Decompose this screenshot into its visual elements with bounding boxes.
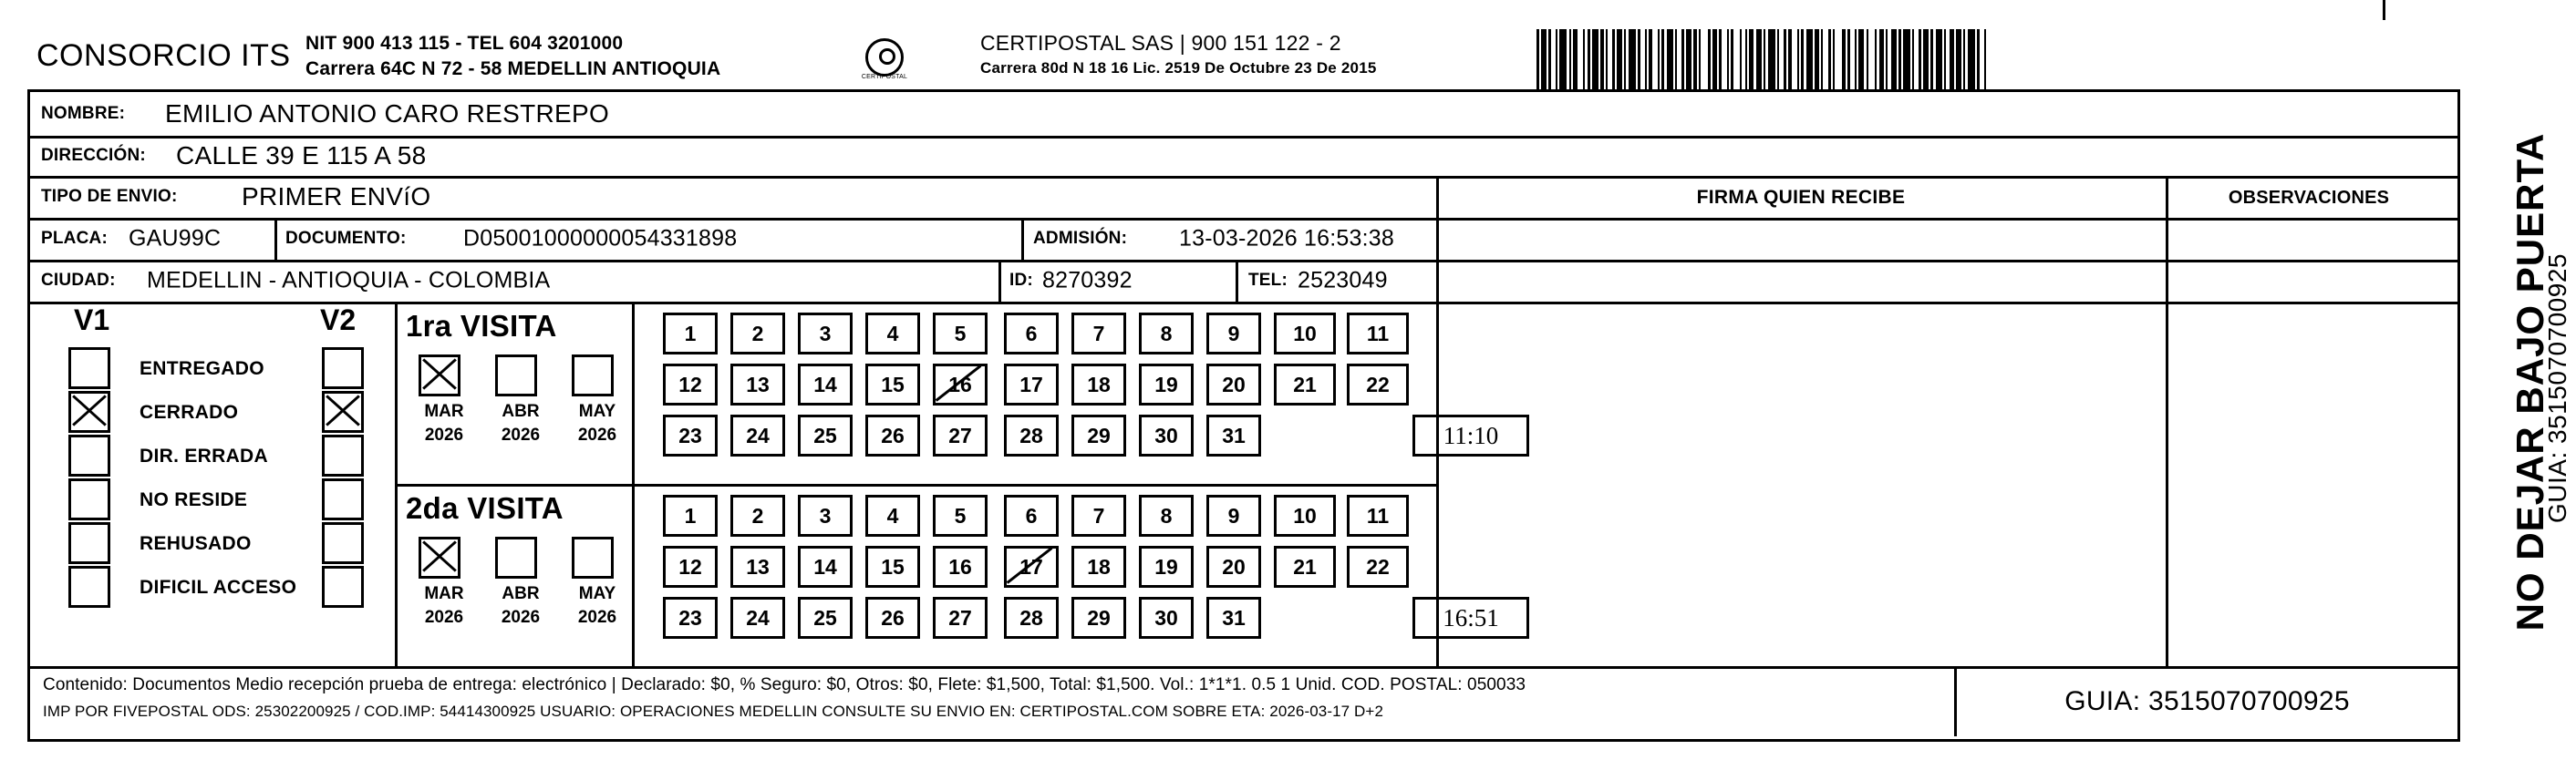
day-box-17[interactable]: 17 xyxy=(1004,546,1059,588)
status-option-label: NO RESIDE xyxy=(140,489,248,510)
visit-time[interactable]: 11:10 xyxy=(1412,415,1529,457)
visits-column xyxy=(395,302,1499,666)
day-box-10[interactable]: 10 xyxy=(1274,495,1336,537)
day-box-18[interactable]: 18 xyxy=(1071,546,1126,588)
visit-grid-area xyxy=(30,302,2457,666)
row-ciudad xyxy=(30,260,2457,304)
direccion-value: CALLE 39 E 115 A 58 xyxy=(176,141,427,169)
row-direccion xyxy=(30,136,2457,179)
side-notice-text: NO DEJAR BAJO PUERTA xyxy=(2509,132,2551,632)
day-box-20[interactable]: 20 xyxy=(1206,546,1261,588)
day-box-4[interactable]: 4 xyxy=(865,495,920,537)
day-box-3[interactable]: 3 xyxy=(798,495,853,537)
nombre-label: NOMBRE: xyxy=(41,104,126,123)
visit-title: 2da VISITA xyxy=(406,491,564,525)
operator-name: CERTIPOSTAL SAS | 900 151 122 - 2 xyxy=(980,31,1341,55)
day-box-15[interactable]: 15 xyxy=(865,364,920,406)
divider xyxy=(2166,260,2168,302)
ciudad-value: MEDELLIN - ANTIOQUIA - COLOMBIA xyxy=(147,267,551,293)
v2-checkbox-0[interactable] xyxy=(322,347,364,389)
day-box-9[interactable]: 9 xyxy=(1206,313,1261,354)
status-option-label: DIR. ERRADA xyxy=(140,446,268,467)
divider xyxy=(1021,218,1024,260)
footer-line-2: IMP POR FIVEPOSTAL ODS: 25302200925 / COD.IMP: 54414300925 USUARIO: OPERACIONES MEDELLIN CONSULTE SU ENVIO EN: CERTIPOSTAL.COM SOBRE ETA: 2026-03-17 D+2 xyxy=(43,703,1384,720)
row-placa-documento xyxy=(30,218,2457,262)
direccion-label: DIRECCIÓN: xyxy=(41,146,146,165)
guia-number: GUIA: 3515070700925 xyxy=(2064,685,2350,716)
month-label: MAR xyxy=(424,402,464,421)
month-year: 2026 xyxy=(577,608,617,627)
day-box-4[interactable]: 4 xyxy=(865,313,920,354)
observations-area[interactable] xyxy=(2166,302,2457,666)
day-box-12[interactable]: 12 xyxy=(663,546,718,588)
row-nombre xyxy=(30,92,2457,139)
day-box-30[interactable]: 30 xyxy=(1139,597,1194,639)
day-box-5[interactable]: 5 xyxy=(933,313,988,354)
status-option-label: CERRADO xyxy=(140,402,239,423)
day-box-18[interactable]: 18 xyxy=(1071,364,1126,406)
month-checkbox-may[interactable] xyxy=(572,354,614,396)
v1-checkbox-3[interactable] xyxy=(68,478,110,520)
signature-area[interactable] xyxy=(1436,302,2166,666)
guia-box xyxy=(1954,666,2457,736)
v2-checkbox-2[interactable] xyxy=(322,435,364,477)
day-box-31[interactable]: 31 xyxy=(1206,415,1261,457)
day-box-23[interactable]: 23 xyxy=(663,597,718,639)
day-box-19[interactable]: 19 xyxy=(1139,546,1194,588)
divider xyxy=(274,218,277,260)
day-box-22[interactable]: 22 xyxy=(1347,546,1409,588)
v2-checkbox-5[interactable] xyxy=(322,566,364,608)
day-box-17[interactable]: 17 xyxy=(1004,364,1059,406)
v1-checkbox-2[interactable] xyxy=(68,435,110,477)
day-box-3[interactable]: 3 xyxy=(798,313,853,354)
day-box-27[interactable]: 27 xyxy=(933,597,988,639)
day-box-1[interactable]: 1 xyxy=(663,495,718,537)
admision-label: ADMISIÓN: xyxy=(1033,229,1128,248)
day-box-5[interactable]: 5 xyxy=(933,495,988,537)
day-box-6[interactable]: 6 xyxy=(1004,495,1059,537)
v2-checkbox-3[interactable] xyxy=(322,478,364,520)
day-box-22[interactable]: 22 xyxy=(1347,364,1409,406)
month-label: ABR xyxy=(502,402,540,421)
logo-caption: CERTIPOSTAL xyxy=(861,74,908,80)
month-year: 2026 xyxy=(501,426,541,445)
day-box-2[interactable]: 2 xyxy=(730,313,785,354)
delivery-status-column xyxy=(30,302,395,666)
v2-checkbox-4[interactable] xyxy=(322,522,364,564)
placa-label: PLACA: xyxy=(41,229,108,248)
status-option-label: REHUSADO xyxy=(140,533,252,554)
tel-value: 2523049 xyxy=(1298,267,1388,293)
day-box-11[interactable]: 11 xyxy=(1347,313,1409,354)
day-box-7[interactable]: 7 xyxy=(1071,313,1126,354)
v1-header: V1 xyxy=(74,303,110,336)
day-box-8[interactable]: 8 xyxy=(1139,495,1194,537)
v1-checkbox-1[interactable] xyxy=(68,391,110,433)
company-name: CONSORCIO ITS xyxy=(36,38,291,73)
divider xyxy=(1236,260,1238,302)
month-year: 2026 xyxy=(501,608,541,627)
day-box-14[interactable]: 14 xyxy=(798,364,853,406)
month-checkbox-mar[interactable] xyxy=(419,354,460,396)
day-box-21[interactable]: 21 xyxy=(1274,546,1336,588)
day-box-25[interactable]: 25 xyxy=(798,597,853,639)
admision-value: 13-03-2026 16:53:38 xyxy=(1179,225,1394,252)
day-box-26[interactable]: 26 xyxy=(865,597,920,639)
day-box-24[interactable]: 24 xyxy=(730,597,785,639)
day-box-29[interactable]: 29 xyxy=(1071,415,1126,457)
tel-label: TEL: xyxy=(1248,271,1288,290)
document-header xyxy=(27,18,2494,82)
day-box-31[interactable]: 31 xyxy=(1206,597,1261,639)
footer xyxy=(30,666,2457,736)
day-box-20[interactable]: 20 xyxy=(1206,364,1261,406)
day-box-24[interactable]: 24 xyxy=(730,415,785,457)
v2-checkbox-1[interactable] xyxy=(322,391,364,433)
status-option-label: DIFICIL ACCESO xyxy=(140,577,297,598)
day-box-12[interactable]: 12 xyxy=(663,364,718,406)
id-label: ID: xyxy=(1009,271,1033,290)
day-box-16[interactable]: 16 xyxy=(933,364,988,406)
day-box-26[interactable]: 26 xyxy=(865,415,920,457)
visit-time[interactable]: 16:51 xyxy=(1412,597,1529,639)
day-box-16[interactable]: 16 xyxy=(933,546,988,588)
side-guia-text: GUIA: 3515070700925 xyxy=(2543,253,2571,523)
divider xyxy=(2166,218,2168,260)
day-box-19[interactable]: 19 xyxy=(1139,364,1194,406)
v1-checkbox-0[interactable] xyxy=(68,347,110,389)
barcode xyxy=(1536,29,2448,89)
day-box-29[interactable]: 29 xyxy=(1071,597,1126,639)
ciudad-label: CIUDAD: xyxy=(41,271,116,290)
day-box-14[interactable]: 14 xyxy=(798,546,853,588)
month-year: 2026 xyxy=(577,426,617,445)
documento-value: D05001000000054331898 xyxy=(463,225,738,252)
day-box-1[interactable]: 1 xyxy=(663,313,718,354)
month-label: MAR xyxy=(424,584,464,603)
day-box-6[interactable]: 6 xyxy=(1004,313,1059,354)
row-tipo-envio xyxy=(30,176,2457,221)
tipo-envio-label: TIPO DE ENVIO: xyxy=(41,187,178,206)
day-box-13[interactable]: 13 xyxy=(730,364,785,406)
side-notice xyxy=(2457,100,2571,702)
month-label: ABR xyxy=(502,584,540,603)
month-checkbox-abr[interactable] xyxy=(495,537,537,579)
day-box-10[interactable]: 10 xyxy=(1274,313,1336,354)
company-address: Carrera 64C N 72 - 58 MEDELLIN ANTIOQUIA xyxy=(305,58,721,79)
certipostal-logo-icon xyxy=(853,36,916,84)
day-box-2[interactable]: 2 xyxy=(730,495,785,537)
day-box-23[interactable]: 23 xyxy=(663,415,718,457)
day-box-21[interactable]: 21 xyxy=(1274,364,1336,406)
label-body xyxy=(27,89,2460,742)
operator-address: Carrera 80d N 18 16 Lic. 2519 De Octubre 23 De 2015 xyxy=(980,59,1377,77)
observaciones-header: OBSERVACIONES xyxy=(2228,188,2390,208)
month-checkbox-mar[interactable] xyxy=(419,537,460,579)
divider xyxy=(395,484,1436,487)
day-box-15[interactable]: 15 xyxy=(865,546,920,588)
day-box-9[interactable]: 9 xyxy=(1206,495,1261,537)
day-box-11[interactable]: 11 xyxy=(1347,495,1409,537)
day-box-30[interactable]: 30 xyxy=(1139,415,1194,457)
month-checkbox-abr[interactable] xyxy=(495,354,537,396)
day-box-8[interactable]: 8 xyxy=(1139,313,1194,354)
v1-checkbox-4[interactable] xyxy=(68,522,110,564)
id-value: 8270392 xyxy=(1042,267,1133,293)
day-box-25[interactable]: 25 xyxy=(798,415,853,457)
crop-mark-top xyxy=(2383,0,2385,20)
month-label: MAY xyxy=(578,402,616,421)
tipo-envio-value: PRIMER ENVíO xyxy=(242,182,431,211)
documento-label: DOCUMENTO: xyxy=(285,229,407,248)
firma-header: FIRMA QUIEN RECIBE xyxy=(1696,187,1906,208)
month-checkbox-may[interactable] xyxy=(572,537,614,579)
nombre-value: EMILIO ANTONIO CARO RESTREPO xyxy=(165,99,610,128)
divider xyxy=(1436,260,1439,302)
v2-header: V2 xyxy=(320,303,357,336)
status-option-label: ENTREGADO xyxy=(140,358,264,379)
day-box-13[interactable]: 13 xyxy=(730,546,785,588)
divider xyxy=(998,260,1001,302)
month-year: 2026 xyxy=(424,426,464,445)
day-box-28[interactable]: 28 xyxy=(1004,597,1059,639)
day-box-7[interactable]: 7 xyxy=(1071,495,1126,537)
divider xyxy=(1436,218,1439,260)
footer-line-1: Contenido: Documentos Medio recepción prueba de entrega: electrónico | Declarado: $0, % Seguro: $0, Otros: $0, Flete: $1,500, Total: $1,500. Vol.: 1*1*1. 0.5 1 Unid. COD. POSTAL: 050033 xyxy=(43,675,1526,694)
company-nit: NIT 900 413 115 - TEL 604 3201000 xyxy=(305,33,624,54)
v1-checkbox-5[interactable] xyxy=(68,566,110,608)
day-box-27[interactable]: 27 xyxy=(933,415,988,457)
month-year: 2026 xyxy=(424,608,464,627)
day-box-28[interactable]: 28 xyxy=(1004,415,1059,457)
visit-title: 1ra VISITA xyxy=(406,309,557,343)
placa-value: GAU99C xyxy=(129,225,222,252)
month-label: MAY xyxy=(578,584,616,603)
